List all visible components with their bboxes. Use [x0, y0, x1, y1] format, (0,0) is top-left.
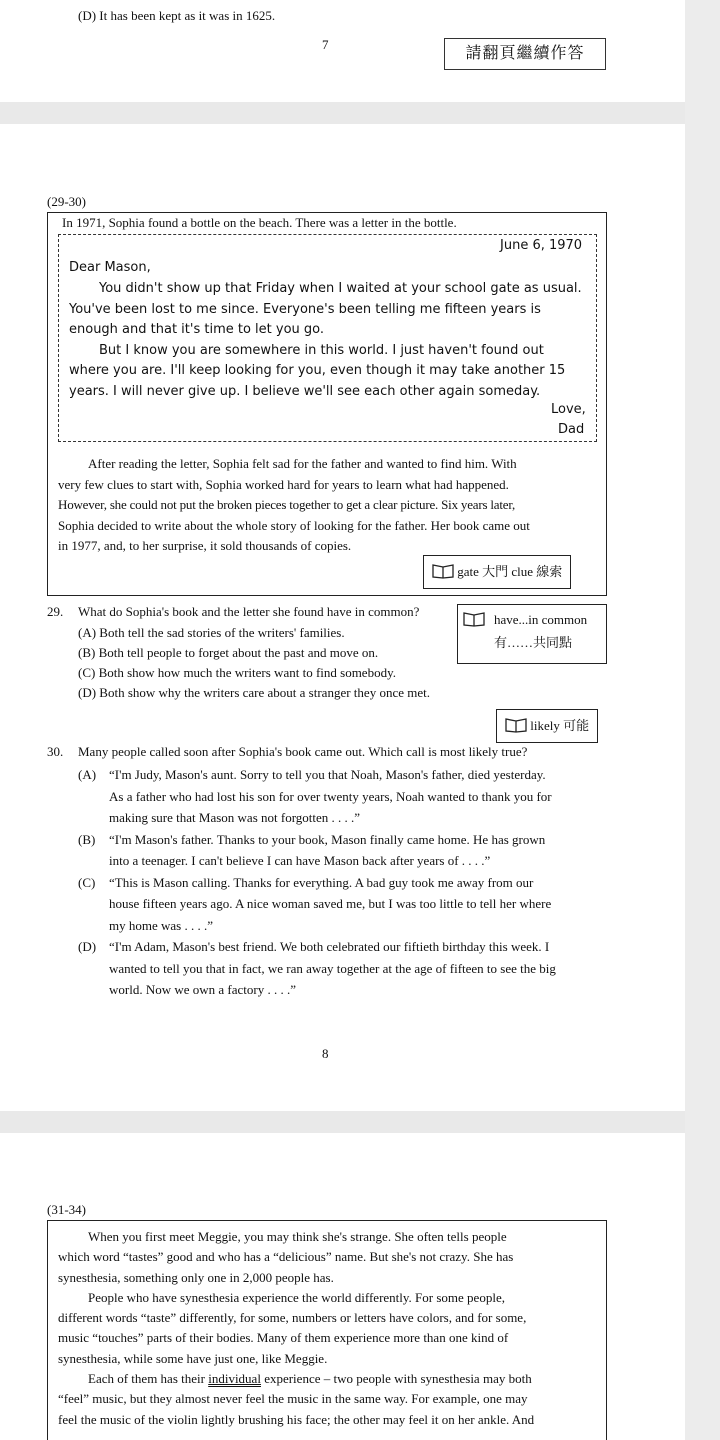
passage-line: When you first meet Meggie, you may think she's strange. She often tells people	[88, 1229, 507, 1244]
option-line: wanted to tell you that in fact, we ran away together at the age of fifteen to see the big	[109, 960, 556, 976]
question-stem: What do Sophia's book and the letter she found have in common?	[78, 604, 420, 619]
passage-line: “feel” music, but they almost never feel the music in the same way. For example, one may	[58, 1391, 528, 1407]
letter-line: where you are. I'll keep looking for you, even though it may take another 15	[69, 363, 566, 378]
vocab-note-have-in-common	[457, 604, 607, 664]
option-line: “This is Mason calling. Thanks for everything. A bad guy took me away from our	[109, 874, 534, 890]
letter-line: You've been lost to me since. Everyone's been telling me fifteen years is	[69, 301, 541, 317]
letter-line: years. I will never give up. I believe we'll see each other again someday.	[69, 383, 541, 399]
option-text: (D) It has been kept as it was in 1625.	[78, 8, 276, 23]
option-d: (D) Both show why the writers care about a stranger they once met.	[78, 685, 430, 700]
book-icon	[432, 561, 454, 589]
question-options	[78, 623, 430, 703]
option-line: my home was . . . .”	[109, 917, 213, 933]
passage-line: synesthesia, while some have just one, like Meggie.	[58, 1350, 328, 1366]
passage-line: Sophia decided to write about the whole story of looking for the father. Her book came out	[58, 517, 530, 533]
option-label: (B)	[78, 831, 96, 847]
vocab-note-likely	[496, 709, 598, 743]
question-number: 30.	[47, 744, 64, 759]
option-d	[78, 936, 608, 1001]
option-b: (B) Both tell people to forget about the past and move on.	[78, 645, 379, 660]
letter-line: You didn't show up that Friday when I waited at your school gate as usual.	[99, 281, 582, 296]
passage-paragraph	[58, 1227, 603, 1430]
passage-line: However, she could not put the broken pieces together to get a clear picture. Six years later,	[58, 497, 516, 512]
option-line: “I'm Judy, Mason's aunt. Sorry to tell you that Noah, Mason's father, died yesterday.	[109, 767, 546, 782]
vocab-translation: 有……共同點	[494, 635, 573, 650]
letter-date: June 6, 1970	[500, 238, 583, 253]
passage-line: music “touches” parts of their bodies. Many of them experience more than one kind of	[58, 1330, 509, 1346]
document-page-8	[0, 124, 685, 1111]
passage-paragraph	[58, 454, 600, 557]
option-line: into a teenager. I can't believe I can have Mason back after years of . . . .”	[109, 853, 491, 868]
letter-signature: Dad	[558, 422, 585, 437]
document-page-9	[0, 1133, 685, 1440]
vocab-text: have...in common	[494, 612, 588, 627]
vocab-text: gate 大門 clue 線索	[457, 564, 563, 579]
passage-line: synesthesia, something only one in 2,000 people has.	[58, 1269, 334, 1285]
option-a	[78, 764, 608, 829]
book-icon	[463, 611, 485, 632]
option-label: (A)	[78, 767, 97, 782]
letter-greeting: Dear Mason,	[69, 260, 151, 275]
option-c: (C) Both show how much the writers want to find somebody.	[78, 665, 396, 680]
viewer-background	[685, 0, 720, 1440]
passage-line: feel the music of the violin lightly brushing his face; the other may feel it on her ankle. And	[58, 1411, 535, 1427]
document-page-7	[0, 0, 685, 102]
page-number: 8	[322, 1046, 329, 1061]
option-label: (C)	[78, 874, 96, 890]
page-number: 7	[322, 37, 329, 52]
option-line: world. Now we own a factory . . . .”	[109, 982, 297, 997]
passage-line: very few clues to start with, Sophia worked hard for years to learn what had happened.	[58, 476, 509, 492]
option-b	[78, 829, 608, 872]
option-c	[78, 872, 608, 937]
passage-text: experience – two people with synesthesia may both	[264, 1371, 532, 1387]
letter-closing: Love,	[551, 402, 586, 417]
question-number: 29.	[47, 604, 64, 619]
option-a: (A) Both tell the sad stories of the writers' families.	[78, 625, 345, 640]
letter-line: But I know you are somewhere in this world. I just haven't found out	[99, 342, 544, 358]
vocab-text: likely 可能	[530, 718, 590, 733]
section-label: (29-30)	[47, 194, 86, 209]
book-icon	[505, 715, 527, 743]
option-line: As a father who had lost his son for over twenty years, Noah wanted to thank you for	[109, 788, 552, 804]
letter-paragraph-1	[69, 279, 589, 402]
passage-line: in 1977, and, to her surprise, it sold thousands of copies.	[58, 538, 352, 553]
option-line: “I'm Adam, Mason's best friend. We both celebrated our fiftieth birthday this week. I	[109, 939, 550, 954]
underlined-word: individual	[208, 1371, 261, 1387]
option-line: “I'm Mason's father. Thanks to your book, Mason finally came home. He has grown	[109, 831, 546, 847]
turn-page-notice: 請翻頁繼續作答	[444, 38, 606, 70]
passage-text: Each of them has their	[88, 1371, 205, 1387]
passage-intro: In 1971, Sophia found a bottle on the beach. There was a letter in the bottle.	[62, 215, 457, 230]
vocab-note-gate-clue	[423, 555, 571, 589]
q30-options	[78, 764, 608, 1001]
passage-line	[58, 1369, 603, 1389]
option-line: making sure that Mason was not forgotten . . . .”	[109, 810, 361, 825]
passage-line: different words “taste” differently, for some, numbers or letters have colors, and for some,	[58, 1310, 527, 1326]
letter-line: enough and that it's time to let you go.	[69, 322, 325, 337]
option-line: house fifteen years ago. A nice woman saved me, but I was too little to tell her where	[109, 896, 552, 911]
question-stem: Many people called soon after Sophia's book came out. Which call is most likely true?	[78, 744, 528, 759]
option-label: (D)	[78, 939, 97, 954]
section-label: (31-34)	[47, 1202, 86, 1217]
passage-line: After reading the letter, Sophia felt sad for the father and wanted to find him. With	[88, 456, 517, 471]
passage-line: People who have synesthesia experience the world differently. For some people,	[88, 1289, 505, 1305]
passage-line: which word “tastes” good and who has a “delicious” name. But she's not crazy. She has	[58, 1249, 514, 1265]
